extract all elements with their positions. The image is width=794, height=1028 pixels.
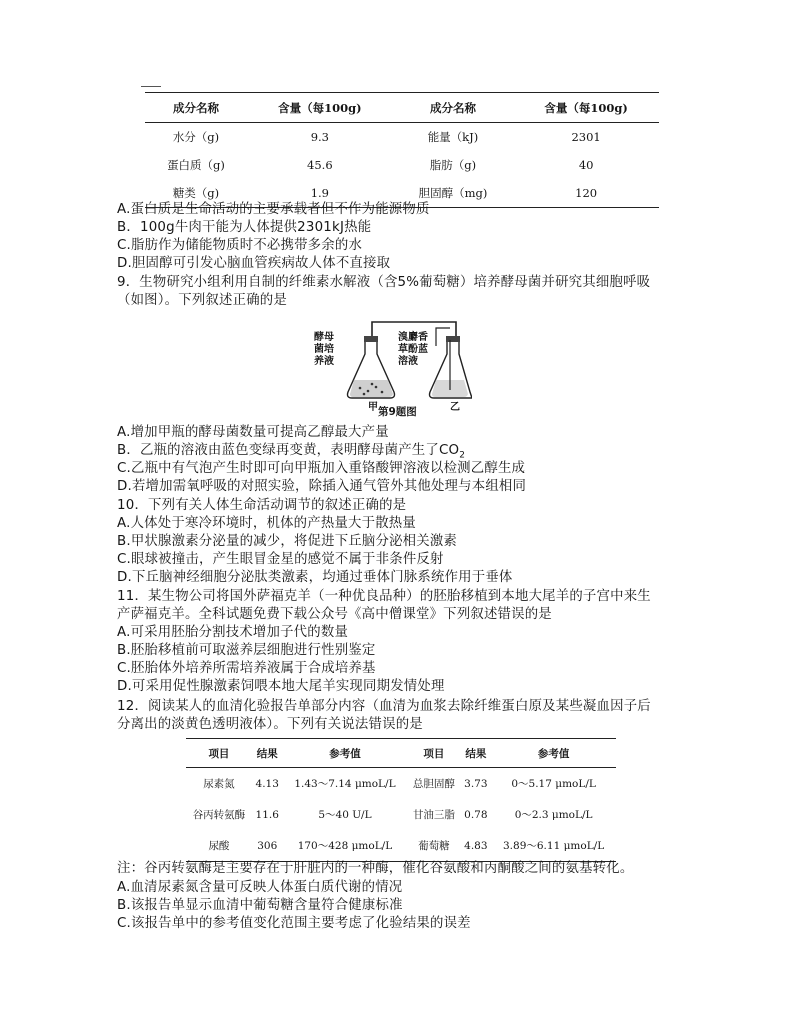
table-cell: 40	[578, 158, 594, 172]
table-cell: 45.6	[307, 158, 333, 172]
table-row	[145, 123, 659, 152]
q11-option-a: A.可采用胚胎分割技术增加子代的数量	[117, 625, 349, 640]
q10-stem: 10．下列有关人体生命活动调节的叙述正确的是	[117, 498, 407, 513]
q12-stem-line1: 12．阅读某人的血清化验报告单部分内容（血清为血浆去除纤维蛋白原及某些凝血因子后	[117, 699, 651, 714]
q11-stem-line1: 11．某生物公司将国外萨福克羊（一种优良品种）的胚胎移植到本地大尾羊的子宫中来生	[117, 589, 651, 604]
q10-option-d: D.下丘脑神经细胞分泌肽类激素，均通过垂体门脉系统作用于垂体	[117, 570, 513, 585]
table-cell: 0～2.3 μmoL/L	[514, 809, 593, 821]
q9-figure	[314, 318, 472, 418]
table-row	[145, 151, 659, 179]
table-cell: 5～40 U/L	[318, 809, 372, 821]
q9-option-c: C.乙瓶中有气泡产生时即可向甲瓶加入重铬酸钾溶液以检测乙醇生成	[117, 461, 526, 476]
q9-stem-line1: 9．生物研究小组利用自制的纤维素水解液（含5%葡萄糖）培养酵母菌并研究其细胞呼吸	[117, 275, 651, 290]
table-header-cell: 参考值	[329, 747, 361, 760]
table-cell: 4.83	[464, 839, 488, 852]
table-cell: 尿素氮	[203, 778, 235, 790]
table-header-cell: 参考值	[537, 747, 570, 760]
flask-left-label: 酵母菌培养液	[314, 332, 334, 367]
table-cell: 0～5.17 μmoL/L	[511, 778, 596, 790]
q9-stem-line2: （如图）。下列叙述正确的是	[117, 293, 287, 308]
table-cell: 3.73	[464, 777, 488, 790]
q9-option-d: D.若增加需氧呼吸的对照实验，除插入通气管外其他处理与本组相同	[117, 479, 527, 494]
q8-option-b: B．100g牛肉干能为人体提供2301kJ热能	[117, 220, 372, 235]
q12-option-c: C.该报告单中的参考值变化范围主要考虑了化验结果的误差	[117, 916, 471, 931]
q11-option-d: D.可采用促性腺激素饲喂本地大尾羊实现同期发情处理	[117, 679, 445, 694]
table-cell: 糖类（g)	[172, 186, 220, 200]
table-header-cell: 含量（每100g)	[278, 100, 362, 115]
table-cell: 11.6	[255, 808, 279, 821]
q12-option-b: B.该报告单显示血清中葡萄糖含量符合健康标准	[117, 898, 403, 913]
q9-figure-caption: 第9题图	[378, 406, 417, 418]
table-header-cell: 项目	[423, 747, 445, 760]
table-header-cell: 项目	[208, 747, 230, 760]
table-row	[186, 799, 616, 830]
flask-right-label: 溴麝香草酚蓝溶液	[398, 332, 428, 367]
table-header-cell: 成分名称	[173, 100, 219, 115]
table-row	[186, 830, 616, 862]
table-cell: 1.43～7.14 μmoL/L	[294, 778, 396, 790]
table-cell: 胆固醇（mg)	[418, 186, 488, 200]
q12-option-a: A.血清尿素氮含量可反映人体蛋白质代谢的情况	[117, 880, 403, 895]
table-header-cell: 结果	[465, 747, 487, 760]
q9-option-b-text: B．乙瓶的溶液由蓝色变绿再变黄，表明酵母菌产生了CO	[117, 443, 460, 458]
q10-option-c: C.眼球被撞击，产生眼冒金星的感觉不属于非条件反射	[117, 552, 444, 567]
table-header-row	[186, 739, 616, 768]
q8-option-d: D.胆固醇可引发心脑血管疾病故人体不直接取	[117, 256, 391, 271]
cropped-header-fragment	[141, 86, 161, 91]
table-cell: 3.89～6.11 μmoL/L	[503, 840, 605, 852]
table-cell: 蛋白质（g)	[167, 158, 225, 172]
table-header-row	[145, 93, 659, 123]
q10-option-b: B.甲状腺激素分泌量的减少，将促进下丘脑分泌相关激素	[117, 534, 458, 549]
table-header-cell: 结果	[256, 747, 278, 760]
q8-option-c: C.脂肪作为储能物质时不必携带多余的水	[117, 238, 363, 253]
q8-option-a: A.蛋白质是生命活动的主要承载者但不作为能源物质	[117, 202, 430, 217]
blood-test-table	[186, 738, 616, 862]
flask-left-name: 甲	[368, 402, 378, 413]
table-row	[186, 768, 616, 800]
q11-option-b: B.胚胎移植前可取滋养层细胞进行性别鉴定	[117, 643, 376, 658]
table-cell: 谷丙转氨酶	[192, 809, 246, 821]
table-cell: 4.13	[255, 777, 279, 790]
subscript: 2	[459, 450, 466, 461]
q9-option-a: A.增加甲瓶的酵母菌数量可提高乙醇最大产量	[117, 425, 389, 440]
table-cell: 脂肪（g)	[429, 158, 477, 172]
q12-note: 注：谷丙转氨酶是主要存在于肝脏内的一种酶，催化谷氨酸和丙酮酸之间的氨基转化。	[117, 861, 634, 876]
table-cell: 2301	[571, 130, 601, 144]
table-cell: 1.9	[310, 186, 329, 200]
q11-stem-line2: 产萨福克羊。全科试题免费下载公众号《高中僧课堂》下列叙述错误的是	[117, 607, 552, 622]
table-cell: 306	[257, 839, 278, 852]
q10-option-a: A.人体处于寒冷环境时，机体的产热量大于散热量	[117, 516, 416, 531]
table-cell: 9.3	[310, 130, 329, 144]
nutrition-table	[145, 92, 659, 208]
table-cell: 总胆固醇	[412, 778, 455, 790]
table-cell: 0.78	[464, 808, 488, 821]
table-cell: 170～428 μmoL/L	[297, 840, 393, 852]
table-cell: 甘油三脂	[412, 809, 455, 821]
table-header-cell: 成分名称	[429, 100, 476, 115]
table-cell: 120	[575, 186, 598, 200]
table-cell: 尿酸	[208, 840, 230, 852]
table-cell: 能量（kJ)	[427, 130, 479, 144]
flask-right-name: 乙	[450, 402, 460, 413]
q12-stem-line2: 分离出的淡黄色透明液体）。下列有关说法错误的是	[117, 717, 423, 732]
table-cell: 葡萄糖	[418, 840, 450, 852]
q11-option-c: C.胚胎体外培养所需培养液属于合成培养基	[117, 661, 376, 676]
table-cell: 水分（g)	[172, 130, 220, 144]
table-header-cell: 含量（每100g)	[544, 100, 628, 115]
